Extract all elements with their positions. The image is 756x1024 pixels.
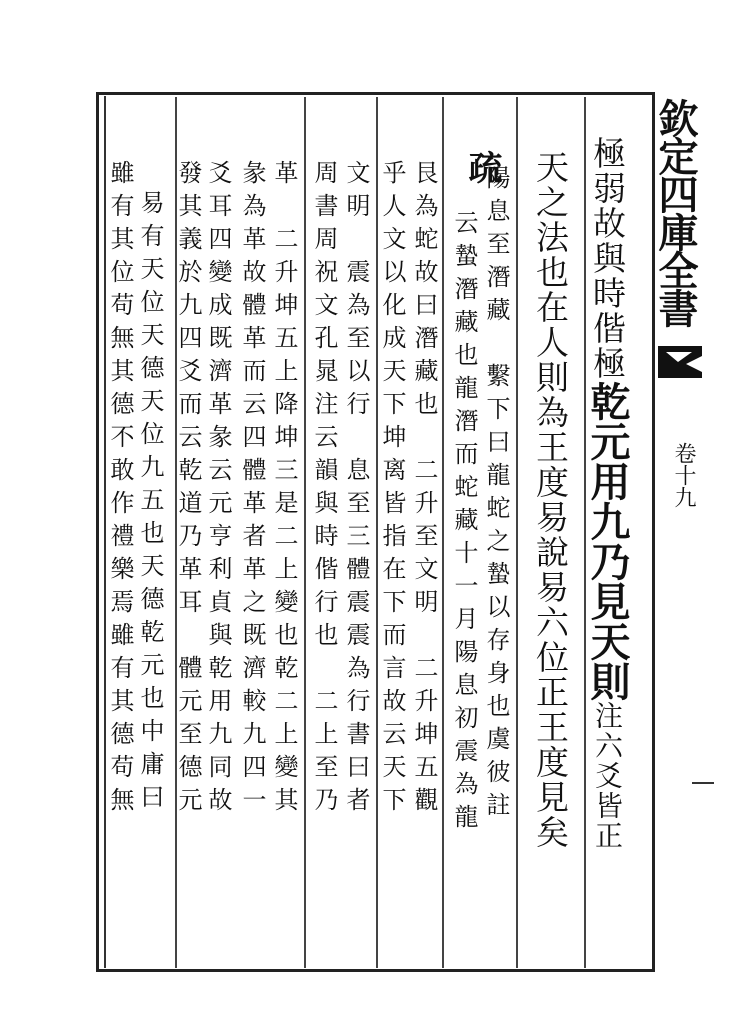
text-column-13 [138, 190, 168, 990]
main-text: 極弱故與時偕極 [588, 136, 627, 381]
text-column-5 [412, 160, 442, 960]
page-margin-tab [652, 92, 710, 972]
margin-tick [692, 782, 714, 784]
commentary-text: 艮為蛇故曰潛藏也 二升至文明 二升坤五觀 [410, 160, 438, 820]
main-text: 天之法也在人則為王度易說易六位正王度見矣 [531, 150, 570, 850]
fish-tail-mark-icon [656, 342, 704, 382]
column-divider [304, 97, 306, 968]
text-column-2 [530, 150, 574, 950]
text-column-11 [206, 160, 236, 960]
text-column-14 [108, 160, 138, 960]
commentary-text: 發其義於九四爻而云乾道乃革耳 體元至德元 [174, 160, 202, 820]
commentary-text: 易有天位天德天位九五也天德乾元也中庸曰 [136, 190, 164, 817]
annotation-text: 注六爻皆正 [591, 701, 624, 851]
text-column-4 [452, 210, 482, 1010]
commentary-text: 周書周祝文孔晁注云韻與時偕行也 二上至乃 [310, 160, 338, 820]
column-divider [442, 97, 444, 968]
commentary-text: 爻耳四變成既濟革彖云元亨利貞與乾用九同故 [204, 160, 232, 820]
commentary-text: 乎人文以化成天下坤离皆指在下而言故云天下 [378, 160, 406, 820]
text-column-10 [240, 160, 270, 960]
column-divider [516, 97, 518, 968]
commentary-text: 陽息至潛藏 繫下曰龍蛇之蟄以存身也虞彼註 [482, 165, 510, 825]
text-column-1 [584, 136, 636, 936]
main-text-emphasis: 乾元用九乃見天則 [584, 381, 631, 701]
text-column-3 [484, 165, 514, 965]
commentary-text: 革 二升坤五上降坤三是二上變也乾二上變其 [270, 160, 298, 820]
commentary-text: 彖為革故體革而云四體革者革之既濟較九四一 [238, 160, 266, 820]
text-column-7 [344, 160, 374, 960]
commentary-text: 文明 震為至以行 息至三體震震為行書曰者 [342, 160, 370, 820]
commentary-mark: 疏 [462, 150, 502, 184]
text-column-12 [176, 160, 206, 960]
text-column-6 [380, 160, 410, 960]
volume-number: 卷十九 [671, 442, 696, 508]
commentary-text: 雖有其位苟無其德不敢作禮樂焉雖有其德苟無 [106, 160, 134, 820]
text-column-9 [272, 160, 302, 960]
book-title: 欽定四庫全書 [652, 98, 699, 326]
text-column-8 [312, 160, 342, 960]
commentary-text: 云蟄潛藏也龍潛而蛇藏十一月陽息初震為龍 [450, 210, 478, 837]
